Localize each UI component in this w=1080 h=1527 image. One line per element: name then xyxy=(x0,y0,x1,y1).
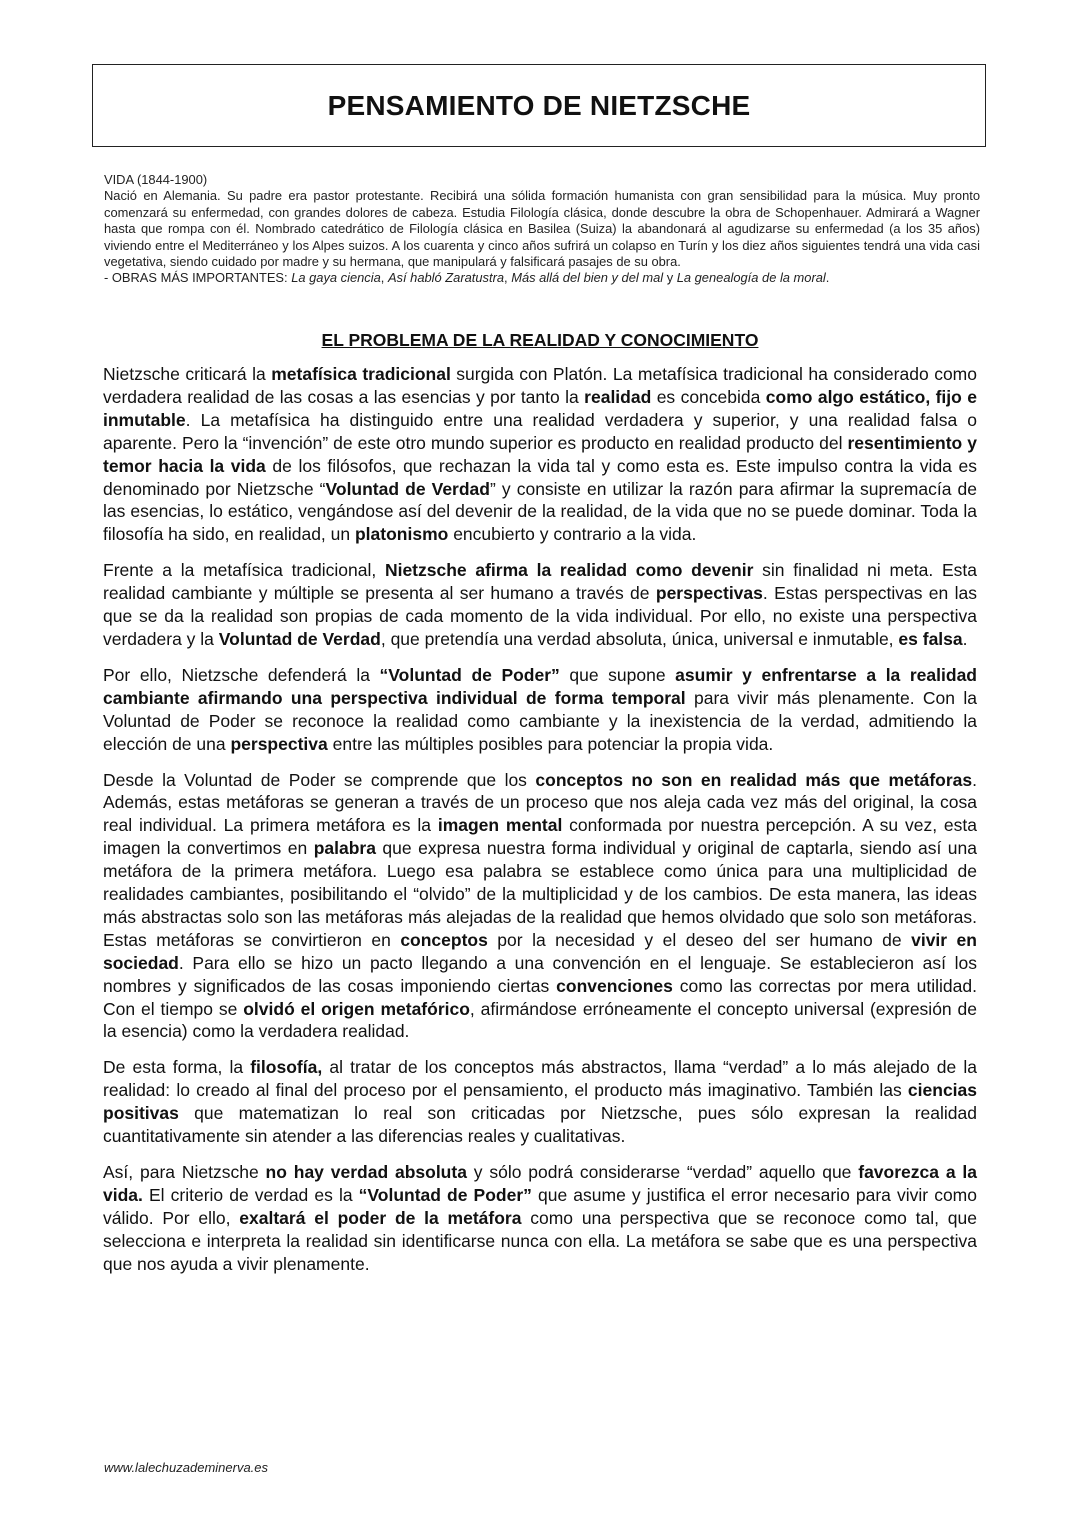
emphasis-text: exaltará el poder de la metáfora xyxy=(239,1207,522,1228)
footer-url: www.lalechuzademinerva.es xyxy=(104,1460,269,1475)
paragraph-text: y sólo podrá considerarse “verdad” aquello que xyxy=(466,1162,859,1182)
paragraph-text: ” y consiste en utilizar la razón para afirmar la supremacía de las esencias, lo estático, vengándose así del devenir de la realidad, de la vida que no se puede dominar. Toda la filosofía ha sido, en realidad, un xyxy=(103,478,977,545)
emphasis-text: Voluntad de Verdad xyxy=(325,478,490,499)
paragraph-text: Así, para Nietzsche xyxy=(103,1162,266,1182)
paragraph-text: que expresa nuestra forma individual y original de captarla, siendo así una metáfora de la primera metáfora. Luego esa palabra se establece como única para una multiplicidad de realidades cambiantes, posibilitando el “olvido” de la multiplicidad y de los cambios. De esta manera, las ideas más abstractas solo son las metáforas más alejadas de la realidad que hemos olvidado que solo son metáforas. Estas metáforas se convirtieron en xyxy=(103,838,977,950)
paragraph-text: , que pretendía una verdad absoluta, única, universal e inmutable, xyxy=(380,628,899,649)
work-title: La genealogía de la moral xyxy=(676,270,826,286)
main-works: - OBRAS MÁS IMPORTANTES: La gaya ciencia, Así habló Zaratustra, Más allá del bien y del mal y La genealogía de la moral. xyxy=(104,270,830,286)
emphasis-text: favorezca a la vida. xyxy=(103,1162,977,1205)
emphasis-text: olvidó el origen metafórico xyxy=(243,998,470,1019)
paragraph-text: . Estas perspectivas en las que se da la realidad son propias de cada momento de la vida individual. Por ello, no existe una perspectiva verdadera y la xyxy=(103,583,977,649)
emphasis-text: conceptos xyxy=(400,929,488,950)
paragraph-text: Por ello, Nietzsche defenderá la xyxy=(103,664,380,685)
work-title: Más allá del bien y del mal xyxy=(511,270,664,286)
emphasis-text: vivir en sociedad xyxy=(103,929,977,973)
emphasis-text: filosofía, xyxy=(250,1057,323,1078)
emphasis-text: perspectivas xyxy=(655,583,763,604)
paragraph-text: conformada por nuestra percepción. A su vez, esta imagen la convertimos en xyxy=(103,815,977,859)
emphasis-text: imagen mental xyxy=(437,815,563,836)
body-paragraph-5 xyxy=(103,1056,977,1148)
work-title: Así habló Zaratustra xyxy=(387,270,505,286)
emphasis-text: platonismo xyxy=(354,524,449,545)
paragraph-text: , afirmándose erróneamente el concepto universal (expresión de la esencia) como la verdadera realidad. xyxy=(103,998,977,1042)
paragraph-text: que matematizan lo real son criticadas por Nietzsche, pues sólo expresan la realidad cuantitativamente sin atender a las diferencias reales y cualitativas. xyxy=(103,1103,977,1147)
paragraph-text: que supone xyxy=(559,664,676,685)
emphasis-text: “Voluntad de Poder” xyxy=(379,664,560,685)
main-works-label: - OBRAS MÁS IMPORTANTES: xyxy=(104,270,292,286)
emphasis-text: resentimiento y temor hacia la vida xyxy=(103,432,977,476)
biography-section xyxy=(104,172,980,287)
body-paragraph-3 xyxy=(103,664,977,756)
paragraph-text: entre las múltiples posibles para potenciar la propia vida. xyxy=(327,733,774,754)
emphasis-text: metafísica tradicional xyxy=(271,364,451,384)
emphasis-text: conceptos no son en realidad más que metáforas xyxy=(535,769,973,790)
body-paragraph-6 xyxy=(103,1161,977,1276)
paragraph-text: . xyxy=(962,628,968,649)
paragraph-text: De esta forma, la xyxy=(103,1057,251,1078)
biography-text: Nació en Alemania. Su padre era pastor protestante. Recibirá una sólida formación humanista con gran sensibilidad para la música. Muy pronto comenzará su enfermedad, con grandes dolores de cabeza. Estudia Filología clásica, donde descubre la obra de Schopenhauer. Admirará a Wagner hasta que rompa con él. Nombrado catedrático de Filología clásica en Basilea (Suiza) la abandonará al agudizarse su enfermedad (a los 35 años) viviendo entre el Mediterráneo y los Alpes suizos. A los cuarenta y cinco años sufrirá un colapso en Turín y los diez años siguientes tendrá una vida casi vegetativa, siendo cuidado por madre y su hermana, que manipulará y falsificará pasajes de su obra. xyxy=(104,188,980,270)
paragraph-text: sin finalidad ni meta. Esta realidad cambiante y múltiple se presenta al ser humano a través de xyxy=(103,560,978,604)
paragraph-text: es concebida xyxy=(651,386,766,407)
paragraph-text: por la necesidad y el deseo del ser humano de xyxy=(487,929,912,950)
paragraph-text: . Para ello se hizo un pacto llegando a una convención en el lenguaje. Se establecieron así los nombres y significados de las cosas imponiendo ciertas xyxy=(103,952,977,996)
emphasis-text: Voluntad de Verdad xyxy=(218,628,381,649)
main-body xyxy=(103,363,977,1289)
emphasis-text: “Voluntad de Poder” xyxy=(358,1184,532,1205)
emphasis-text: no hay verdad absoluta xyxy=(265,1162,467,1182)
paragraph-text: como una perspectiva que se reconoce como tal, que selecciona e interpreta la realidad sin identificarse nunca con ella. La metáfora se sabe que es una perspectiva que nos ayuda a vivir plenamente. xyxy=(103,1207,977,1274)
emphasis-text: perspectiva xyxy=(230,733,328,754)
emphasis-text: ciencias positivas xyxy=(103,1080,977,1124)
emphasis-text: Nietzsche afirma la realidad como devenir xyxy=(384,560,754,581)
emphasis-text: asumir y enfrentarse a la realidad cambiante afirmando una perspectiva individual de forma temporal xyxy=(103,664,977,708)
paragraph-text: . La metafísica ha distinguido entre una realidad verdadera y superior, y una realidad falsa o aparente. Pero la “invención” de este otro mundo superior es producto en realidad producto del xyxy=(103,409,977,453)
body-paragraph-1 xyxy=(103,363,977,546)
paragraph-text: Nietzsche criticará la xyxy=(103,364,272,384)
paragraph-text: . Además, estas metáforas se generan a través de un proceso que nos aleja cada vez más del original, la cosa real individual. La primera metáfora es la xyxy=(103,769,977,836)
paragraph-text: al tratar de los conceptos más abstractos, llama “verdad” a lo más alejado de la realidad: lo creado al final del proceso por el pensamiento, el producto más imaginativo. También las xyxy=(103,1057,977,1101)
paragraph-text: El criterio de verdad es la xyxy=(142,1184,359,1205)
work-title: La gaya ciencia xyxy=(291,270,381,286)
paragraph-text: para vivir más plenamente. Con la Voluntad de Poder se reconoce la realidad como cambiante y la inexistencia de la verdad, admitiendo la elección de una xyxy=(103,687,977,754)
paragraph-text: como las correctas por mera utilidad. Con el tiempo se xyxy=(103,975,977,1019)
paragraph-text: que asume y justifica el error necesario para vivir como válido. Por ello, xyxy=(103,1184,977,1228)
emphasis-text: palabra xyxy=(313,838,376,859)
paragraph-text: Desde la Voluntad de Poder se comprende que los xyxy=(103,769,536,790)
body-paragraph-2 xyxy=(103,559,977,651)
emphasis-text: convenciones xyxy=(556,975,673,996)
paragraph-text: Frente a la metafísica tradicional, xyxy=(103,560,385,581)
emphasis-text: como algo estático, fijo e inmutable xyxy=(103,386,977,430)
emphasis-text: realidad xyxy=(584,386,652,407)
body-paragraph-4 xyxy=(103,769,977,1044)
section-heading: EL PROBLEMA DE LA REALIDAD Y CONOCIMIENTO xyxy=(321,330,759,350)
emphasis-text: es falsa xyxy=(898,628,963,649)
title-box xyxy=(92,64,986,147)
paragraph-text: surgida con Platón. La metafísica tradicional ha considerado como verdadera realidad de las cosas a las esencias y por tanto la xyxy=(103,364,977,407)
biography-heading: VIDA (1844-1900) xyxy=(104,172,208,187)
page-title: PENSAMIENTO DE NIETZSCHE xyxy=(327,89,751,121)
paragraph-text: encubierto y contrario a la vida. xyxy=(448,524,697,545)
paragraph-text: de los filósofos, que rechazan la vida tal y como esta es. Este impulso contra la vida es denominado por Nietzsche “ xyxy=(103,455,977,499)
